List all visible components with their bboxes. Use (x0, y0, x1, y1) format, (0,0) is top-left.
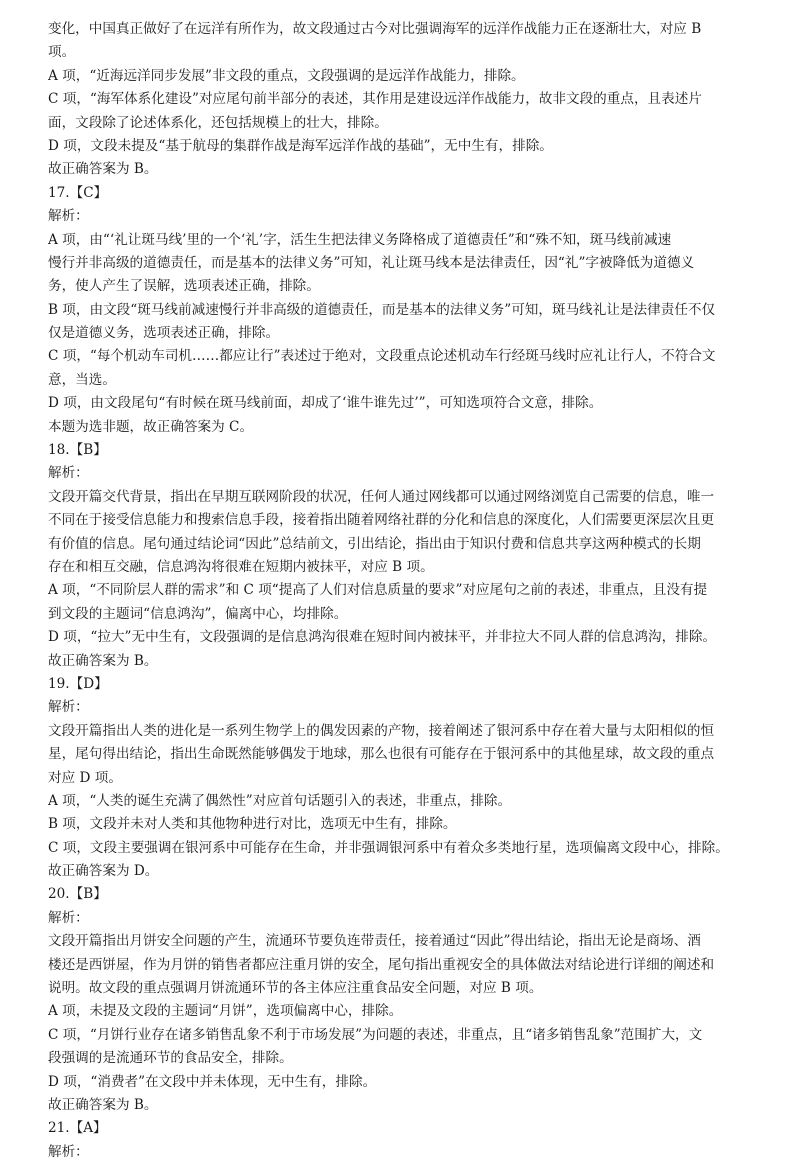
text-line: 存在和相互交融，信息鸿沟将很难在短期内被抹平，对应 B 项。 (48, 558, 434, 575)
text-line: 楼还是西饼屋，作为月饼的销售者都应注重月饼的安全，尾句指出重视安全的具体做法对结论进行详细的阐述和 (48, 956, 715, 973)
text-line: D 项，“消费者”在文段中并未体现，无中生有，排除。 (48, 1073, 377, 1090)
text-line: 故正确答案为 B。 (48, 1096, 158, 1113)
text-line: 20.【B】 (48, 886, 107, 903)
text-line: A 项，“近海远洋同步发展”非文段的重点，文段强调的是远洋作战能力，排除。 (48, 67, 525, 84)
text-line: C 项，“月饼行业存在诸多销售乱象不利于市场发展”为问题的表述，非重点，且“诸多销售乱象”范围扩大，文 (48, 1026, 703, 1043)
text-line: D 项，文段未提及“基于航母的集群作战是海军远洋作战的基础”，无中生有，排除。 (48, 137, 553, 154)
text-line: 解析： (48, 465, 89, 482)
text-line: 对应 D 项。 (48, 769, 122, 786)
text-line: 解析： (48, 909, 89, 926)
text-line: C 项，“每个机动车司机……都应让行”表述过于绝对，文段重点论述机动车行经斑马线时应礼让行人，不符合文 (48, 348, 716, 365)
text-line: 有价值的信息。尾句通过结论词“因此”总结前文，引出结论，指出由于知识付费和信息共享这两种模式的长期 (48, 535, 701, 552)
text-line: 21.【A】 (48, 1120, 107, 1137)
text-line: 变化，中国真正做好了在远洋有所作为，故文段通过古今对比强调海军的远洋作战能力正在逐渐壮大，对应 B (48, 21, 702, 37)
text-line: 解析： (48, 208, 89, 225)
text-line: 18.【B】 (48, 442, 107, 459)
text-line: 解析： (48, 1143, 89, 1160)
text-line: 解析： (48, 699, 89, 716)
text-line: 面，文段除了论述体系化，还包括规模上的壮大，排除。 (48, 114, 388, 131)
text-line: 故正确答案为 B。 (48, 652, 158, 669)
text-line: C 项，“海军体系化建设”对应尾句前半部分的表述，其作用是建设远洋作战能力，故非文段的重点，且表述片 (48, 91, 702, 108)
text-line: A 项，“不同阶层人群的需求”和 C 项“提高了人们对信息质量的要求”对应尾句之前的表述，非重点，且没有提 (48, 582, 708, 599)
answer-explanation-page (48, 18, 760, 1164)
text-line: 文段开篇指出人类的进化是一系列生物学上的偶发因素的产物，接着阐述了银河系中存在着大量与太阳相似的恒 (48, 722, 715, 739)
text-line: 段强调的是流通环节的食品安全，排除。 (48, 1050, 293, 1067)
text-line: 意，当选。 (48, 371, 116, 388)
text-line: A 项，“人类的诞生充满了偶然性”对应首句话题引入的表述，非重点，排除。 (48, 792, 512, 809)
text-line: 本题为选非题，故正确答案为 C。 (48, 418, 254, 435)
text-line: D 项，由文段尾句“有时候在斑马线前面，却成了‘谁牛谁先过’”，可知选项符合文意，排除。 (48, 395, 603, 412)
text-line: 19.【D】 (48, 675, 108, 692)
text-line: 慢行并非高级的道德责任，而是基本的法律义务”可知，礼让斑马线本是法律责任，因“礼”字被降低为道德义 (48, 254, 695, 271)
text-line: A 项，未提及文段的主题词“月饼”，选项偏离中心，排除。 (48, 1003, 403, 1020)
text-line: C 项，文段主要强调在银河系中可能存在生命，并非强调银河系中有着众多类地行星，选项偏离文段中心，排除。 (48, 839, 729, 856)
text-line: A 项，由“‘礼让斑马线’里的一个‘礼’字，活生生把法律义务降格成了道德责任”和“殊不知，斑马线前减速 (48, 231, 672, 248)
text-line: 故正确答案为 B。 (48, 161, 158, 178)
text-line: B 项，文段并未对人类和其他物种进行对比，选项无中生有，排除。 (48, 816, 457, 833)
text-line: 说明。故文段的重点强调月饼流通环节的各主体应注重食品安全问题，对应 B 项。 (48, 980, 543, 997)
text-line: 项。 (48, 44, 76, 61)
text-line: D 项，“拉大”无中生有，文段强调的是信息鸿沟很难在短时间内被抹平，并非拉大不同人群的信息鸿沟，排除。 (48, 629, 717, 646)
text-line: 文段开篇指出月饼安全问题的产生，流通环节要负连带责任，接着通过“因此”得出结论，指出无论是商场、酒 (48, 933, 701, 950)
text-line: 文段开篇交代背景，指出在早期互联网阶段的状况，任何人通过网线都可以通过网络浏览自己需要的信息，唯一 (48, 488, 715, 505)
text-line: 务，使人产生了误解，选项表述正确，排除。 (48, 278, 320, 295)
text-line: 到文段的主题词“信息鸿沟”，偏离中心，均排除。 (48, 605, 348, 622)
text-line: 17.【C】 (48, 184, 108, 201)
text-line: 故正确答案为 D。 (48, 863, 159, 880)
text-line: 星，尾句得出结论，指出生命既然能够偶发于地球，那么也很有可能存在于银河系中的其他星球，故文段的重点 (48, 746, 715, 763)
text-line: 仅是道德义务，选项表述正确，排除。 (48, 325, 280, 342)
text-line: B 项，由文段“斑马线前减速慢行并非高级的道德责任，而是基本的法律义务”可知，斑马线礼让是法律责任不仅 (48, 301, 716, 318)
text-line: 不同在于接受信息能力和搜索信息手段，接着指出随着网络社群的分化和信息的深度化，人们需要更深层次且更 (48, 512, 715, 529)
